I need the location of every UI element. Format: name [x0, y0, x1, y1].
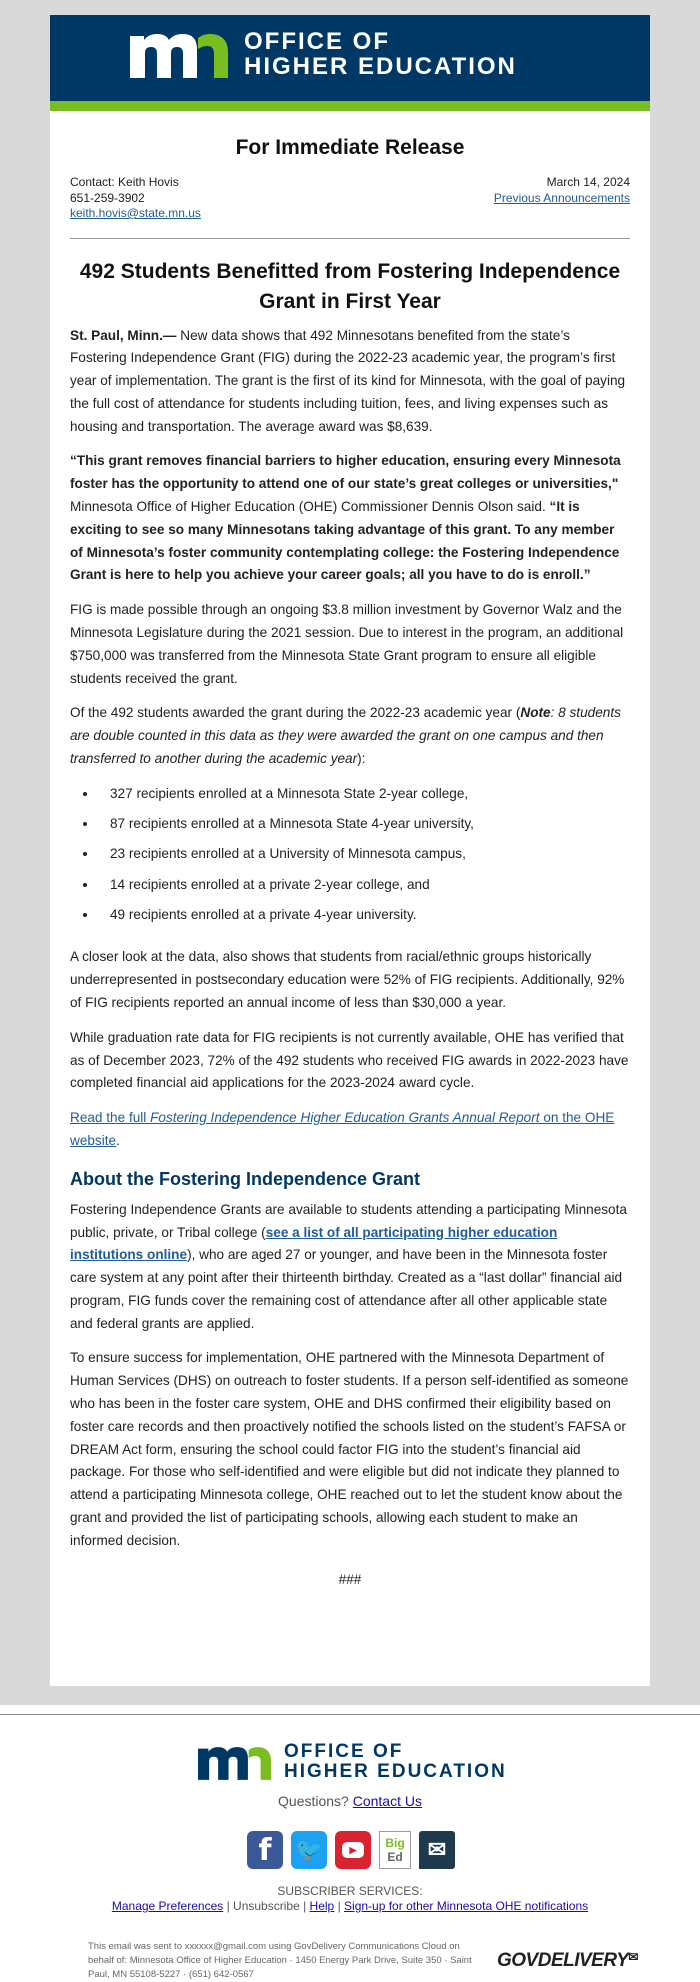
list-item: • 327 recipients enrolled at a Minnesota State 2-year college,: [98, 783, 630, 813]
quote: “This grant removes financial barriers to higher education, ensuring every Minnesota foster has the opportunity to attend one of our state’s great colleges or universities,": [70, 453, 621, 492]
quote-paragraph: [70, 450, 630, 587]
logo-line1: OFFICE OF: [244, 28, 390, 55]
footer-divider: [0, 1714, 700, 1715]
govdelivery-logo: [497, 1950, 638, 1972]
paragraph: [70, 325, 630, 439]
big-ed-icon[interactable]: [379, 1831, 411, 1869]
text: Fostering Independence Grants are available to students attending a participating Minnesota public, private, or Tribal college (: [70, 1201, 627, 1240]
envelope-icon: ✉: [628, 1950, 638, 1964]
paragraph: FIG is made possible through an ongoing $3.8 million investment by Governor Walz and the Minnesota Legislature during the 2021 session. Due to interest in the program, an additional $750,000 was transferred from the Minnesota State Grant program to ensure all eligible students received the grant.: [70, 602, 624, 686]
text: New data shows that 492 Minnesotans benefited from the state’s Fostering Independence Grant (FIG) during the 2022-23 academic year, the program’s first year of implementation. The grant is the first of its kind for Minnesota, with the goal of paying the full cost of attendance for students including tuition, fees, and living expenses such as housing and transportation. The average award was $8,639.: [70, 327, 626, 434]
paragraph: [70, 702, 630, 770]
report-title: Fostering Independence Higher Education Grants Annual Report: [150, 1110, 540, 1126]
text: Big: [385, 1836, 405, 1850]
paragraph: To ensure success for implementation, OHE partnered with the Minnesota Department of Human Services (DHS) on outreach to foster students. If a person self-identified as someone who has been in the foster care system, OHE and DHS confirmed their eligibility based on foster care records and then proactively notified the schools listed on the student’s FAFSA or DREAM Act form, ensuring the school could factor FIG into the student’s financial aid package. For those who self-identified and were eligible but did not indicate they planned to attend a participating Minnesota college, OHE reached out to let the student know about the grant and provided the list of participating schools, allowing each student to make an informed decision.: [70, 1350, 629, 1548]
annual-report-link[interactable]: [70, 1110, 614, 1148]
fine-print: This email was sent to xxxxxx@gmail.com using GovDelivery Communications Cloud on behalf of: Minnesota Office of Higher Education · 1450 Energy Park Drive, Suite 350 · Saint Paul, MN 55108-5227 · (651) 642-0567: [88, 1941, 472, 1980]
mn-logo-icon: [198, 1744, 274, 1780]
text: ), who are aged 27 or younger, and have been in the Minnesota foster care system at any point after their thirteenth birthday. Created as a “last dollar” financial aid program, FIG funds cover the remaining cost of attendance after all other applicable state and federal grants are applied.: [70, 1247, 623, 1331]
report-paragraph: [70, 1107, 630, 1153]
contact-email-link[interactable]: keith.hovis@state.mn.us: [70, 206, 201, 220]
text: GOVDELIVERY: [497, 1950, 629, 1971]
contact-meta: [70, 175, 630, 222]
separator: |: [334, 1899, 345, 1913]
contact-us-link[interactable]: Contact Us: [352, 1793, 422, 1809]
text: Minnesota Office of Higher Education (OHE) Commissioner Dennis Olson said.: [70, 499, 550, 515]
subscriber-links: [0, 1899, 700, 1913]
contact-name: Contact: Keith Hovis: [70, 175, 179, 189]
release-heading: For Immediate Release: [235, 136, 465, 159]
logo-line2: HIGHER EDUCATION: [284, 1760, 507, 1782]
separator: |: [223, 1899, 234, 1913]
email-card: [50, 15, 650, 1686]
quote: “It is exciting to see so many Minnesotans taking advantage of this grant. To any member of Minnesota’s foster community contemplating college: the Fostering Independence Grant is here to help you achieve your career goals; all you have to do is enroll.”: [70, 499, 620, 583]
contact-phone: 651-259-3902: [70, 190, 145, 205]
manage-preferences-link[interactable]: Manage Preferences: [111, 1899, 224, 1913]
subscriber-services-label: SUBSCRIBER SERVICES:: [277, 1884, 423, 1898]
logo-line2: HIGHER EDUCATION: [244, 53, 517, 81]
dateline: St. Paul, Minn.—: [70, 327, 177, 343]
mn-logo-icon: [130, 30, 232, 78]
list-item: • 87 recipients enrolled at a Minnesota State 4-year university,: [98, 813, 630, 843]
note-text: : 8 students are double counted in this data as they were awarded the grant on one campus and then transferred to another during the academic year: [70, 705, 621, 767]
text: Of the 492 students awarded the grant during the 2022-23 academic year (: [70, 705, 521, 721]
note-label: Note: [520, 705, 551, 721]
facebook-icon[interactable]: f: [247, 1831, 283, 1869]
release-date: March 14, 2024: [546, 175, 630, 189]
green-stripe: [50, 101, 650, 111]
text: on the OHE website: [70, 1110, 615, 1148]
email-icon[interactable]: ✉: [419, 1831, 455, 1869]
end-marker: ###: [338, 1571, 362, 1587]
paragraph: A closer look at the data, also shows that students from racial/ethnic groups historically underrepresented in postsecondary education were 52% of FIG recipients. Additionally, 92% of FIG recipients reported an annual income of less than $30,000 a year.: [70, 949, 625, 1010]
paragraph: [70, 1199, 630, 1336]
link-text: see a list of all participating higher education institutions online: [70, 1224, 558, 1263]
separator: |: [299, 1899, 310, 1913]
about-heading: About the Fostering Independence Grant: [70, 1168, 421, 1189]
previous-announcements-link[interactable]: Previous Announcements: [493, 190, 630, 205]
questions-line: [0, 1793, 700, 1809]
paragraph: While graduation rate data for FIG recipients is not currently available, OHE has verified that as of December 2023, 72% of the 492 students who received FIG awards in 2022-2023 have completed financial aid applications for the 2023-2024 award cycle.: [70, 1029, 629, 1091]
text: .: [116, 1132, 120, 1148]
unsubscribe-link[interactable]: Unsubscribe: [233, 1899, 300, 1913]
footer-ohe-logo: [198, 1742, 507, 1782]
logo-line1: OFFICE OF: [284, 1741, 404, 1762]
text: Ed: [387, 1850, 403, 1864]
youtube-icon[interactable]: ▶: [335, 1831, 371, 1869]
list-item: • 23 recipients enrolled at a University of Minnesota campus,: [98, 843, 630, 873]
list-item: • 49 recipients enrolled at a private 4-year university.: [98, 904, 630, 934]
divider: [70, 238, 630, 239]
twitter-icon[interactable]: 🐦: [291, 1831, 327, 1869]
header-banner: [50, 15, 650, 101]
text: Questions?: [278, 1793, 353, 1809]
text: Read the full: [70, 1110, 151, 1126]
list-item: • 14 recipients enrolled at a private 2-year college, and: [98, 874, 630, 904]
recipients-list: [98, 783, 630, 934]
help-link[interactable]: Help: [309, 1899, 335, 1913]
social-icons: [247, 1831, 455, 1869]
text: ):: [357, 751, 366, 767]
signup-link[interactable]: Sign-up for other Minnesota OHE notifications: [344, 1899, 589, 1913]
ohe-logo: [130, 29, 517, 79]
article-title: 492 Students Benefitted from Fostering Independence Grant in First Year: [79, 259, 621, 313]
